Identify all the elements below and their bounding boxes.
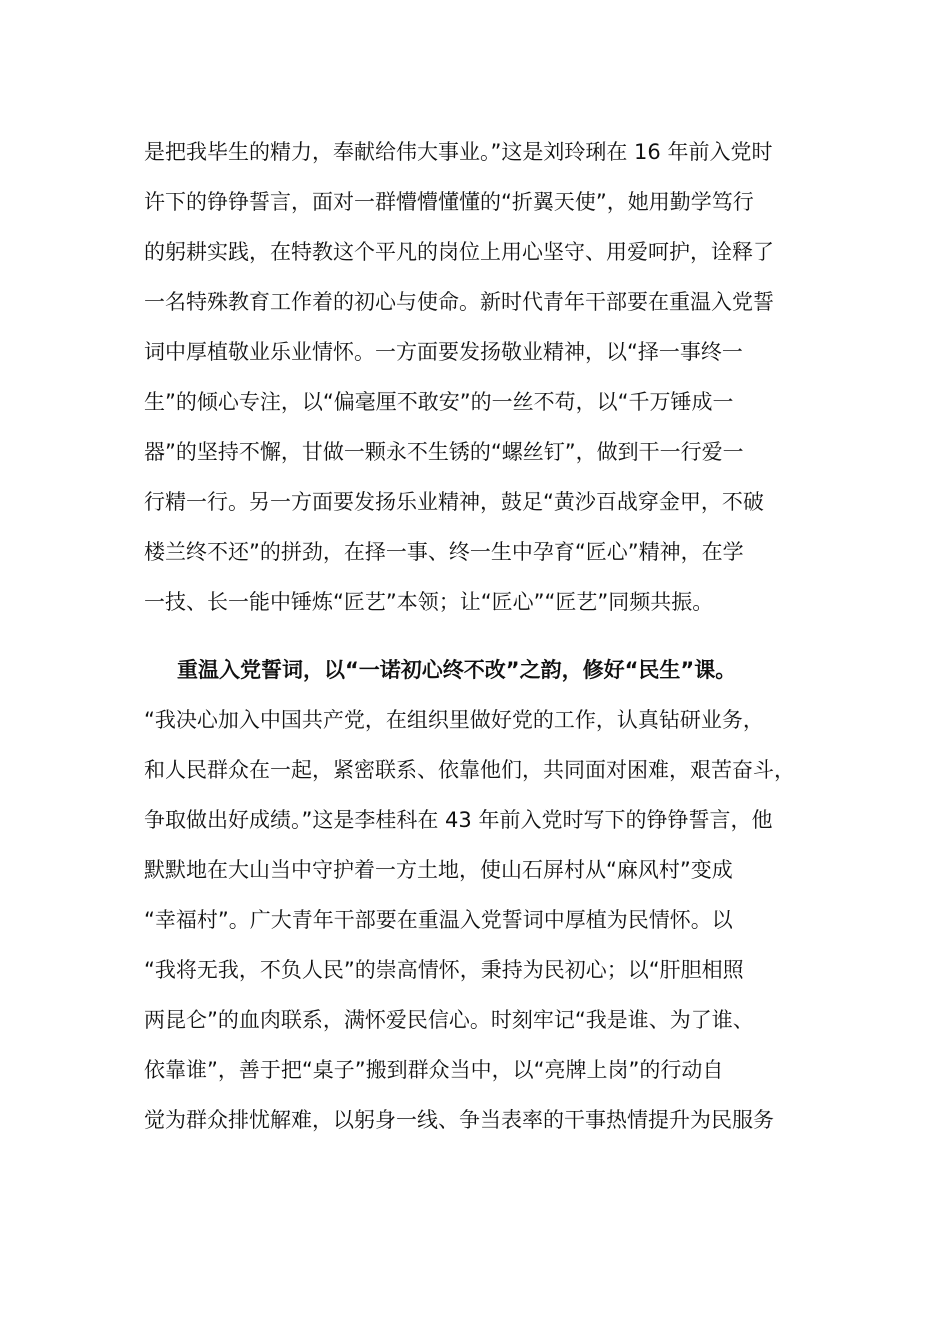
paragraph-2	[144, 645, 814, 1145]
paragraph-line: 行精一行。另一方面要发扬乐业精神，鼓足“黄沙百战穿金甲，不破	[144, 490, 764, 514]
paragraph-line: 是把我毕生的精力，奉献给伟大事业。”这是刘玲琍在 16 年前入党时	[144, 140, 773, 164]
paragraph-line: 生”的倾心专注，以“偏毫厘不敢安”的一丝不苟，以“千万锤成一	[144, 390, 734, 414]
paragraph-line: 和人民群众在一起，紧密联系、依靠他们，共同面对困难，艰苦奋斗，	[144, 758, 795, 782]
paragraph-line: 两昆仑”的血肉联系，满怀爱民信心。时刻牢记“我是谁、为了谁、	[144, 1008, 754, 1032]
paragraph-line: “我决心加入中国共产党，在组织里做好党的工作，认真钻研业务，	[144, 708, 764, 732]
paragraph-1	[144, 127, 814, 627]
paragraph-line: 依靠谁”，善于把“桌子”搬到群众当中，以“亮牌上岗”的行动自	[144, 1058, 724, 1082]
paragraph-line: 的躬耕实践，在特教这个平凡的岗位上用心坚守、用爱呵护，诠释了	[144, 240, 774, 264]
paragraph-line: 默默地在大山当中守护着一方土地，使山石屏村从“麻风村”变成	[144, 858, 733, 882]
paragraph-line: 许下的铮铮誓言，面对一群懵懵懂懂的“折翼天使”，她用勤学笃行	[144, 190, 754, 214]
paragraph-line: “幸福村”。广大青年干部要在重温入党誓词中厚植为民情怀。以	[144, 908, 733, 932]
section-heading: 重温入党誓词，以“一诺初心终不改”之韵，修好“民生”课。	[177, 658, 737, 682]
paragraph-line: 词中厚植敬业乐业情怀。一方面要发扬敬业精神，以“择一事终一	[144, 340, 743, 364]
paragraph-line: 争取做出好成绩。”这是李桂科在 43 年前入党时写下的铮铮誓言，他	[144, 808, 773, 832]
paragraph-line: 觉为群众排忧解难，以躬身一线、争当表率的干事热情提升为民服务	[144, 1108, 774, 1132]
paragraph-line: 器”的坚持不懈，甘做一颗永不生锈的“螺丝钉”，做到干一行爱一	[144, 440, 744, 464]
paragraph-line: “我将无我，不负人民”的崇高情怀，秉持为民初心；以“肝胆相照	[144, 958, 744, 982]
paragraph-line: 一名特殊教育工作着的初心与使命。新时代青年干部要在重温入党誓	[144, 290, 774, 314]
paragraph-line: 一技、长一能中锤炼“匠艺”本领；让“匠心”“匠艺”同频共振。	[144, 590, 714, 614]
paragraph-line: 楼兰终不还”的拼劲，在择一事、终一生中孕育“匠心”精神，在学	[144, 540, 744, 564]
